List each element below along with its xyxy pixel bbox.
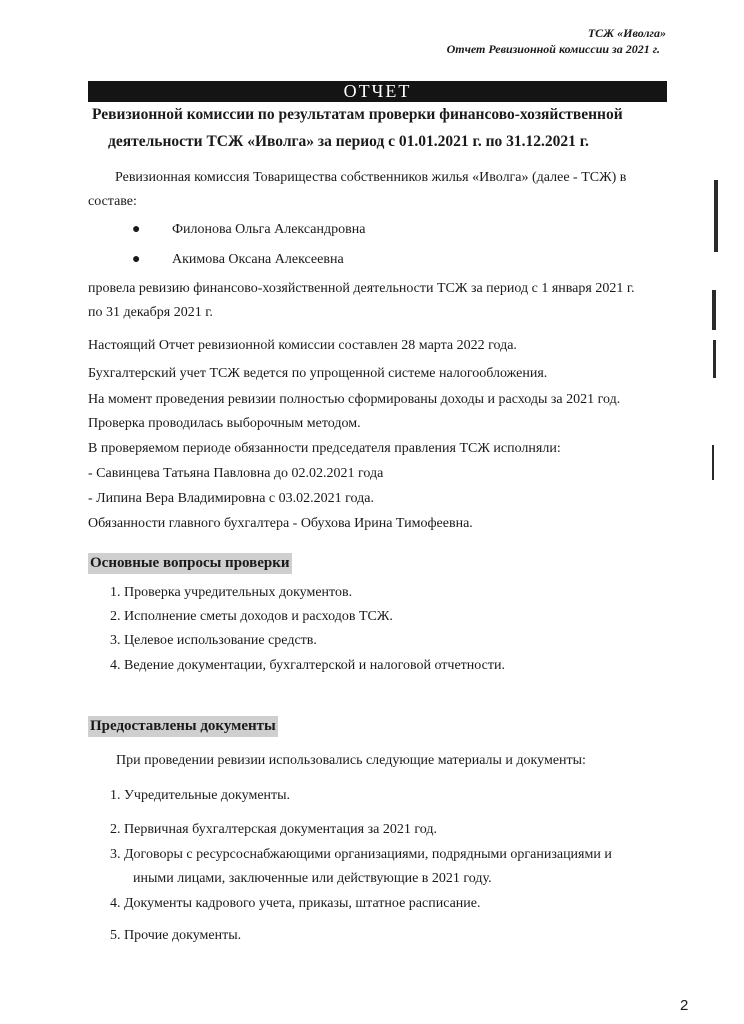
bullet-icon: ● bbox=[132, 222, 141, 237]
question-item-2: 2. Исполнение сметы доходов и расходов ТСЖ. bbox=[110, 609, 393, 624]
paragraph-income-expenses: На момент проведения ревизии полностью сформированы доходы и расходы за 2021 год. bbox=[88, 392, 621, 407]
documents-intro: При проведении ревизии использовались следующие материалы и документы: bbox=[116, 753, 586, 768]
subtitle-line-1: Ревизионной комиссии по результатам проверки финансово-хозяйственной bbox=[92, 106, 623, 123]
member-1: Филонова Ольга Александровна bbox=[172, 222, 366, 237]
header-org: ТСЖ «Иволга» bbox=[587, 26, 666, 40]
header-document-title: Отчет Ревизионной комиссии за 2021 г. bbox=[446, 42, 660, 56]
chair-2: - Липина Вера Владимировна с 03.02.2021 года. bbox=[88, 491, 374, 506]
document-item-3-continued: иными лицами, заключенные или действующие в 2021 году. bbox=[133, 871, 492, 886]
question-item-1: 1. Проверка учредительных документов. bbox=[110, 585, 353, 600]
question-item-4: 4. Ведение документации, бухгалтерской и налоговой отчетности. bbox=[110, 658, 505, 673]
paragraph-chief-accountant: Обязанности главного бухгалтера - Обухова Ирина Тимофеевна. bbox=[88, 516, 473, 531]
document-item-1: 1. Учредительные документы. bbox=[110, 788, 291, 803]
document-item-4: 4. Документы кадрового учета, приказы, штатное расписание. bbox=[110, 896, 481, 911]
bullet-icon: ● bbox=[132, 252, 141, 267]
audit-text-line-1: провела ревизию финансово-хозяйственной деятельности ТСЖ за период с 1 января 2021 г. bbox=[88, 281, 635, 296]
intro-line-1: Ревизионная комиссия Товарищества собственников жилья «Иволга» (далее - ТСЖ) в bbox=[115, 170, 627, 185]
paragraph-method: Проверка проводилась выборочным методом. bbox=[88, 416, 361, 431]
subtitle-line-2: деятельности ТСЖ «Иволга» за период с 01.01.2021 г. по 31.12.2021 г. bbox=[108, 133, 589, 150]
report-title: ОТЧЕТ bbox=[88, 81, 667, 102]
section-documents-title: Предоставлены документы bbox=[88, 716, 278, 737]
section-main-questions-title: Основные вопросы проверки bbox=[88, 553, 292, 574]
paragraph-report-date: Настоящий Отчет ревизионной комиссии составлен 28 марта 2022 года. bbox=[88, 338, 517, 353]
document-item-2: 2. Первичная бухгалтерская документация за 2021 год. bbox=[110, 822, 437, 837]
scan-artifact bbox=[714, 180, 718, 252]
paragraph-chairs: В проверяемом периоде обязанности председателя правления ТСЖ исполняли: bbox=[88, 441, 561, 456]
scan-artifact bbox=[712, 290, 716, 330]
question-item-3: 3. Целевое использование средств. bbox=[110, 633, 317, 648]
audit-text-line-2: по 31 декабря 2021 г. bbox=[88, 305, 213, 320]
chair-1: - Савинцева Татьяна Павловна до 02.02.2021 года bbox=[88, 466, 384, 481]
document-item-3: 3. Договоры с ресурсоснабжающими организациями, подрядными организациями и bbox=[110, 847, 612, 862]
member-2: Акимова Оксана Алексеевна bbox=[172, 252, 344, 267]
scan-artifact bbox=[713, 340, 716, 378]
intro-line-2: составе: bbox=[88, 194, 137, 209]
document-item-5: 5. Прочие документы. bbox=[110, 928, 242, 943]
page-number: 2 bbox=[680, 997, 689, 1014]
scan-artifact bbox=[712, 445, 714, 480]
paragraph-accounting: Бухгалтерский учет ТСЖ ведется по упрощенной системе налогообложения. bbox=[88, 366, 548, 381]
